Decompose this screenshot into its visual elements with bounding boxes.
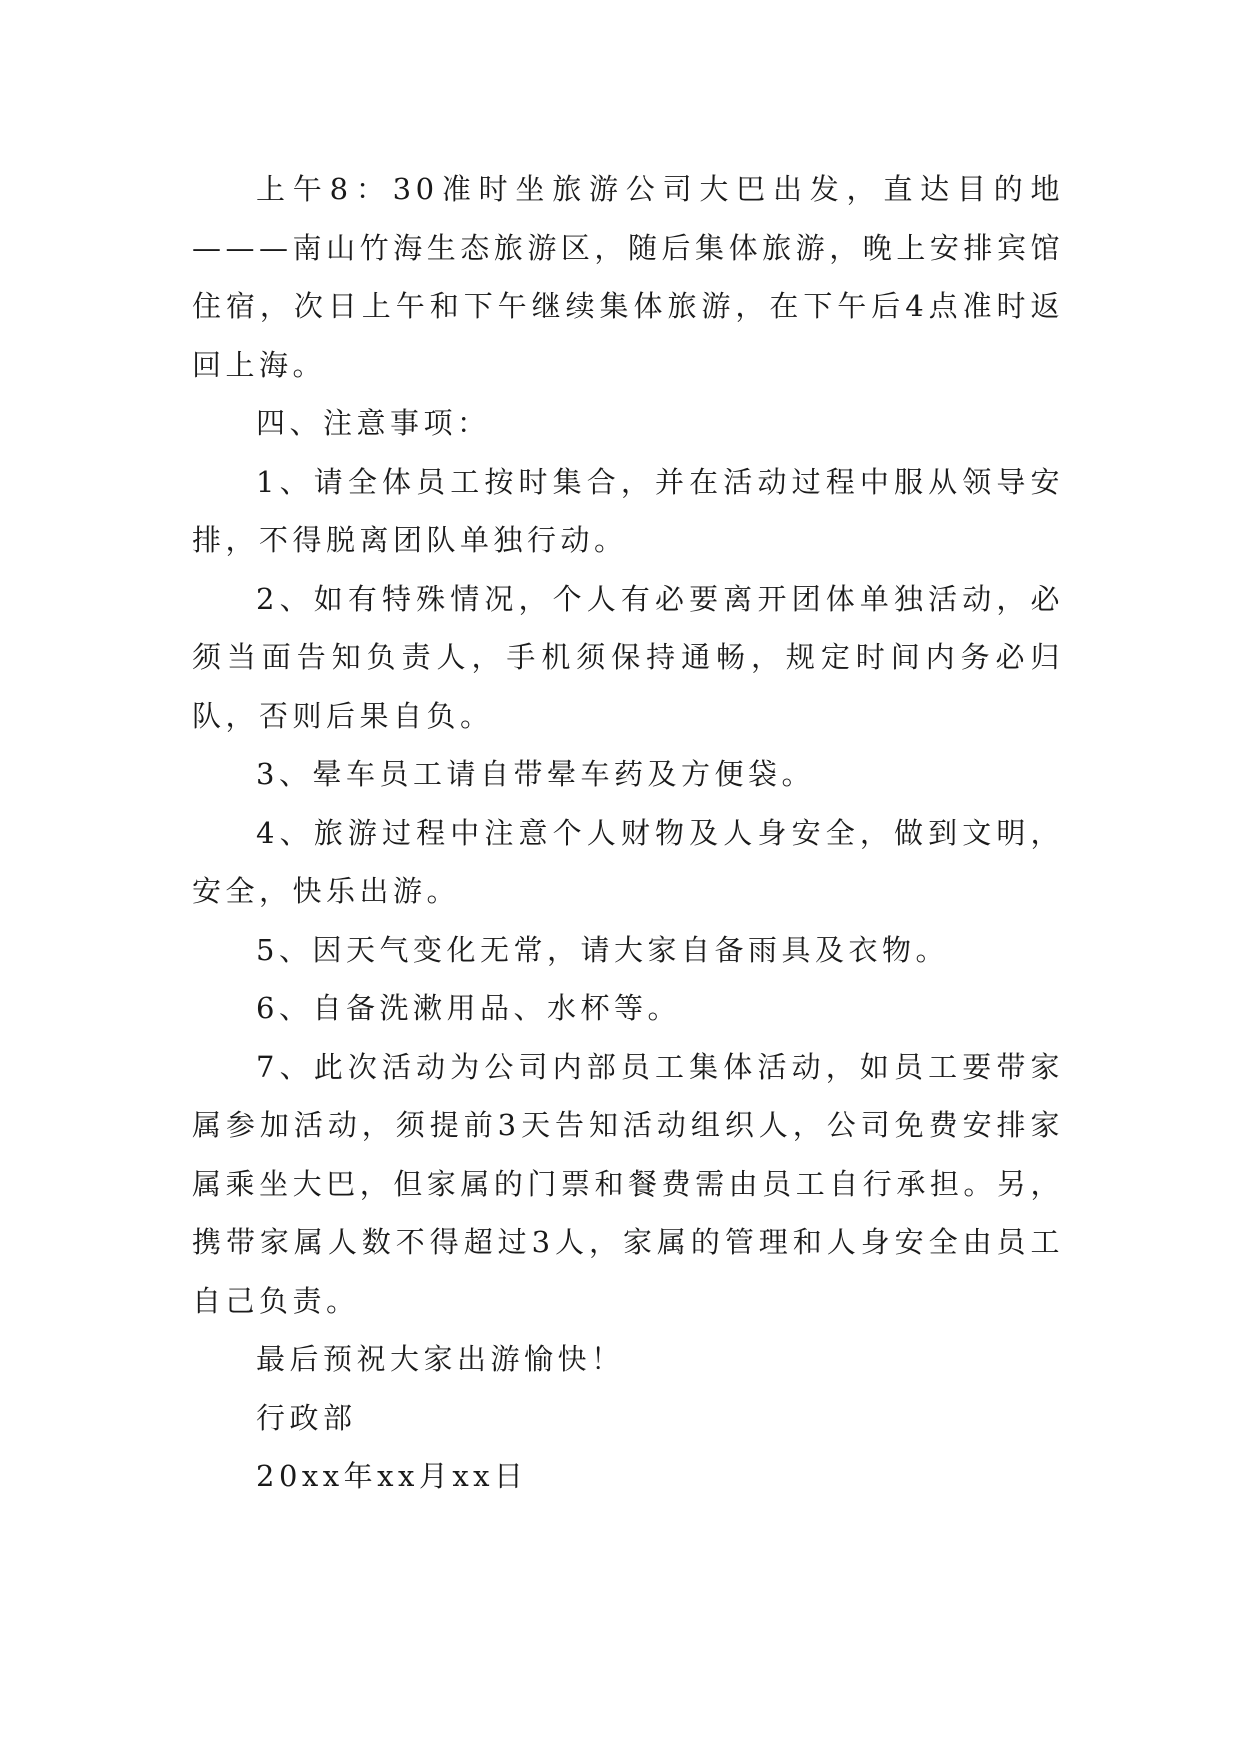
document-body (192, 160, 1064, 1506)
signature-department: 行政部 (256, 1400, 357, 1435)
note-item-3: 3、晕车员工请自带晕车药及方便袋。 (256, 757, 815, 791)
note-item-4: 4、旅游过程中注意个人财物及人身安全，做到文明，安全，快乐出游。 (192, 815, 1064, 908)
note-item-7: 7、此次活动为公司内部员工集体活动，如员工要带家属参加活动，须提前3天告知活动组织人，公司免费安排家属乘坐大巴，但家属的门票和餐费需由员工自行承担。另，携带家属人数不得超过3人，家属的管理和人身安全由员工自己负责。 (192, 1049, 1064, 1318)
note-item-5: 5、因天气变化无常，请大家自备雨具及衣物。 (256, 932, 949, 967)
section-heading-notes: 四、注意事项： (256, 406, 491, 440)
note-item-2: 2、如有特殊情况，个人有必要离开团体单独活动，必须当面告知负责人，手机须保持通畅，规定时间内务必归队，否则后果自负。 (192, 581, 1064, 733)
closing-wish: 最后预祝大家出游愉快！ (256, 1342, 625, 1376)
paragraph-itinerary: 上午8：30准时坐旅游公司大巴出发，直达目的地———南山竹海生态旅游区，随后集体旅游，晚上安排宾馆住宿，次日上午和下午继续集体旅游，在下午后4点准时返回上海。 (192, 172, 1064, 382)
signature-date: 20xx年xx月xx日 (256, 1459, 528, 1493)
note-item-1: 1、请全体员工按时集合，并在活动过程中服从领导安排，不得脱离团队单独行动。 (192, 464, 1064, 557)
note-item-6: 6、自备洗漱用品、水杯等。 (256, 991, 681, 1025)
